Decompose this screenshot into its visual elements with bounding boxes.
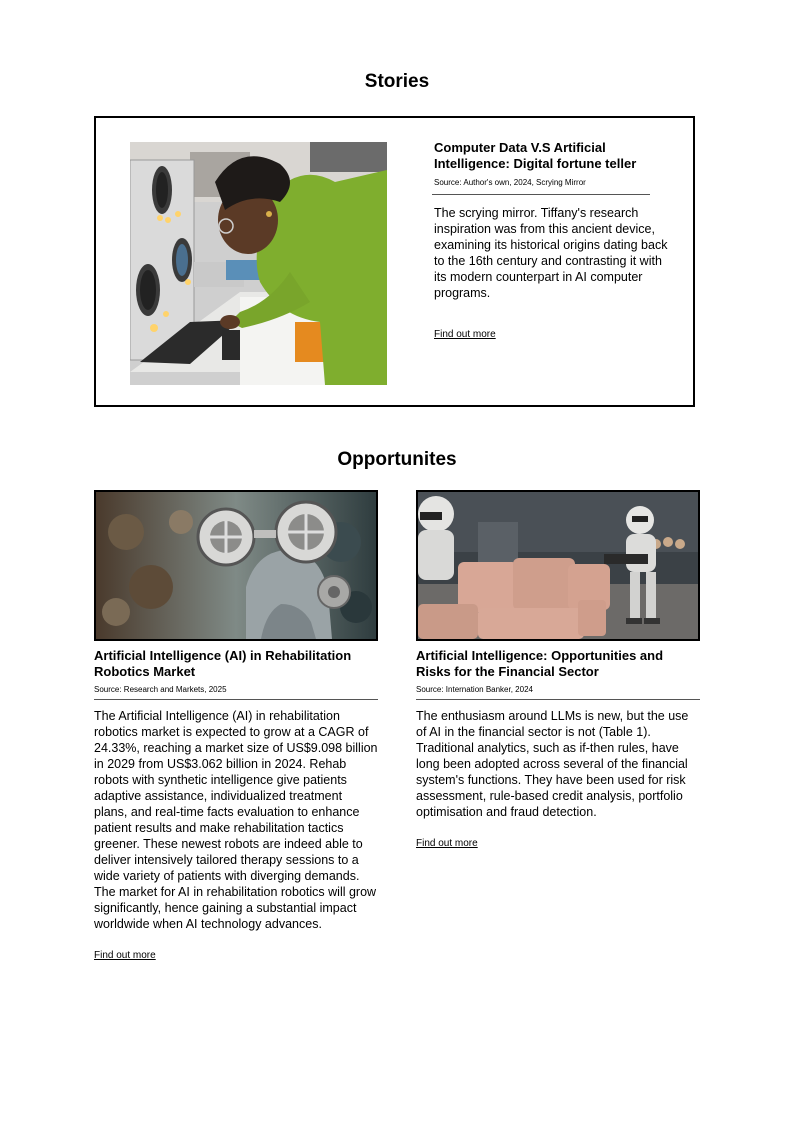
story-text bbox=[434, 140, 669, 342]
divider bbox=[432, 194, 650, 195]
opportunity-find-out-more-link[interactable]: Find out more bbox=[416, 838, 478, 849]
opportunity-title: Artificial Intelligence (AI) in Rehabilitation Robotics Market bbox=[94, 648, 352, 679]
opportunity-card bbox=[94, 490, 378, 963]
opportunity-card bbox=[416, 490, 700, 851]
story-image bbox=[130, 142, 387, 385]
story-title: Computer Data V.S Artificial Intelligence: Digital fortune teller bbox=[434, 140, 637, 171]
divider bbox=[416, 699, 700, 700]
opportunity-image bbox=[416, 490, 700, 641]
story-source: Source: Author's own, 2024, Scrying Mirror bbox=[434, 178, 586, 187]
opportunity-body: The enthusiasm around LLMs is new, but the use of AI in the financial sector is not (Table 1). Traditional analytics, such as if-then rules, have long been adopted across several of the financial system's functions. They have been used for risk assessment, rule-based credit analysis, portfolio optimisation and fraud detection. bbox=[416, 709, 689, 819]
opportunity-body: The Artificial Intelligence (AI) in rehabilitation robotics market is expected to grow at a CAGR of 24.33%, reaching a market size of US$9.098 billion in 2029 from US$3.062 billion in 2024. Rehab robots with synthetic intelligence give patients adaptive assistance, individualized treatment plans, and real-time facts evaluation to enhance patient results and make rehabilitation tactics greener. These newest robots are indeed able to deliver intensively tailored therapy sessions to a wide variety of patients with diverging demands. The market for AI in rehabilitation robotics will grow significantly, hence gaining a substantial impact worldwide when AI technology advances. bbox=[94, 709, 378, 931]
opportunity-find-out-more-link[interactable]: Find out more bbox=[94, 950, 156, 961]
opportunities-heading: Opportunites bbox=[337, 449, 457, 470]
opportunity-title: Artificial Intelligence: Opportunities and Risks for the Financial Sector bbox=[416, 648, 664, 679]
story-card bbox=[94, 116, 695, 407]
opportunity-source: Source: Research and Markets, 2025 bbox=[94, 685, 227, 694]
story-find-out-more-link[interactable]: Find out more bbox=[434, 329, 496, 340]
stories-heading: Stories bbox=[364, 71, 430, 92]
opportunity-source: Source: Internation Banker, 2024 bbox=[416, 685, 533, 694]
divider bbox=[94, 699, 378, 700]
opportunity-image bbox=[94, 490, 378, 641]
story-body: The scrying mirror. Tiffany's research inspiration was from this ancient device, examining its historical origins dating back to the 16th century and contrasting it with its modern counterpart in AI computer programs. bbox=[434, 206, 668, 300]
